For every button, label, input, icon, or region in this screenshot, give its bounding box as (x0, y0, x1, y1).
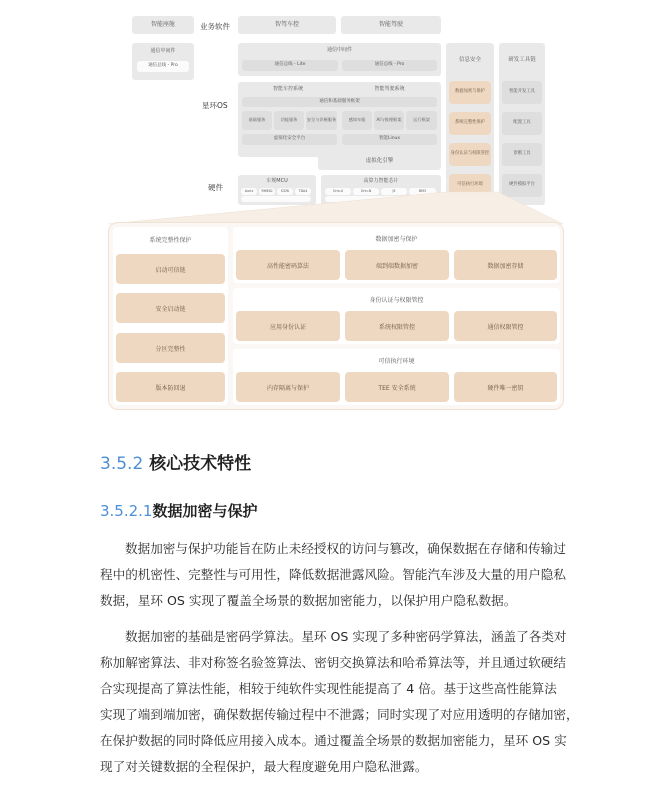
identity-group (233, 288, 560, 344)
ctrl-small-1: 基础服务 (242, 111, 272, 130)
virtual-engine: 虚拟化引擎 (318, 153, 441, 170)
section-number: 3.5.2 (100, 454, 144, 474)
integrity-item-2: 安全启动链 (116, 293, 225, 323)
paragraph-line: 数据加密的基础是密码学算法。星环 OS 实现了多种密码学算法，涵盖了各类对 (125, 629, 567, 644)
tee-item-3: 硬件唯一密钥 (454, 372, 557, 402)
architecture-diagram (128, 12, 548, 207)
integrity-item-1: 启动可信链 (116, 254, 225, 284)
drive-kernel: 智能Linux (342, 134, 437, 145)
middleware-bar (238, 43, 441, 76)
os-label: 星环OS (202, 101, 228, 110)
ctrl-small-2: 功能服务 (274, 111, 304, 130)
security-item-1: 数据加密与保护 (449, 81, 491, 104)
devtools-item-1: 智能开发工具 (502, 81, 542, 104)
drive-small-3: 运行框架 (406, 111, 437, 130)
middleware-sub-1: 通信总线 - Lite (242, 60, 338, 71)
business-software-label: 业务软件 (200, 22, 230, 31)
soc-title: 高算力智能芯片 (363, 178, 399, 185)
paragraph-line: 在保护数据的同时降低应用接入成本。通过覆盖全场景的数据加密能力，星环 OS 实 (100, 733, 567, 748)
tee-item-2: TEE 安全系统 (345, 372, 449, 402)
paragraph-line: 程中的机密性、完整性与可用性，降低数据泄露风险。智能汽车涉及大量的用户隐私 (100, 567, 566, 582)
ctrl-kernel: 虚拟化安全平台 (242, 134, 337, 145)
tee-item-1: 内存隔离与保护 (236, 372, 340, 402)
devtools-column (499, 43, 545, 205)
soc-chip-1: Orin-X (325, 188, 351, 195)
left-middleware-title: 通信中间件 (150, 48, 176, 55)
middleware-sub-2: 通信总线 - Pro (342, 60, 437, 71)
integrity-title: 系统完整性保护 (149, 236, 192, 244)
identity-item-2: 系统权限管控 (345, 311, 449, 341)
identity-title: 身份认证与权限管控 (369, 296, 424, 304)
os-block (238, 82, 441, 157)
paragraph-line: 现了对关键数据的全程保护，最大程度避免用户隐私泄露。 (100, 759, 428, 774)
paragraph-line: 实现了端到端加密，确保数据传输过程中不泄露；同时实现了对应用透明的存储加密， (100, 707, 579, 722)
business-item-2: 智能驾驶 (341, 16, 441, 34)
encryption-title: 数据加密与保护 (375, 235, 418, 243)
devtools-item-4: 硬件模拟平台 (502, 174, 542, 197)
devtools-title: 研发工具链 (508, 56, 536, 63)
integrity-item-4: 版本防回退 (116, 372, 225, 402)
left-middleware-box (132, 43, 194, 80)
ctrl-system-title: 智能车控系统 (272, 86, 303, 93)
encryption-item-1: 高性能密码算法 (236, 250, 340, 280)
subsection-heading (100, 500, 258, 521)
security-detail-panel (108, 222, 564, 410)
paragraph-line: 数据加密与保护功能旨在防止未经授权的访问与篡改，确保数据在存储和传输过 (125, 541, 566, 556)
mcu-chip-3: S32K (277, 188, 293, 195)
encryption-item-3: 数据加密存储 (454, 250, 557, 280)
soc-chip-4: BM3 (409, 188, 436, 195)
security-item-4: 可信执行环境 (449, 174, 491, 197)
security-column (446, 43, 494, 205)
soc-chip-2: Orin-N (353, 188, 379, 195)
drive-system-title: 智能驾驶系统 (374, 86, 405, 93)
mcu-chip-4: TDA4 (295, 188, 311, 195)
integrity-item-3: 分区完整性 (116, 333, 225, 363)
devtools-item-2: 配置工具 (502, 112, 542, 135)
tee-group (233, 349, 560, 405)
section-heading (100, 449, 251, 474)
subsection-number: 3.5.2.1 (100, 502, 153, 520)
mcu-title: 车规MCU (266, 178, 288, 185)
mcu-chip-1: Aurix (241, 188, 257, 195)
drive-small-1: 感知车服 (342, 111, 372, 130)
mcu-chip-2: RH850 (259, 188, 275, 195)
paragraph-1 (100, 536, 578, 614)
devtools-item-3: 诊断工具 (502, 143, 542, 166)
identity-item-1: 应用身份认证 (236, 311, 340, 341)
paragraph-2 (100, 624, 578, 780)
paragraph-line: 称加解密算法、非对称签名验签算法、密钥交换算法和哈希算法等，并且通过软硬结 (100, 655, 566, 670)
drive-small-2: AI与推理框架 (374, 111, 404, 130)
business-item-1: 智驾车控 (238, 16, 336, 34)
section-title: 核心技术特性 (149, 454, 252, 474)
middleware-title: 通信中间件 (326, 47, 352, 54)
shared-service-bar: 通信和基础服务框架 (242, 97, 437, 107)
left-middleware-sub: 通信总线 - Pro (137, 61, 189, 72)
paragraph-line: 合实现提高了算法性能，相较于纯软件实现性能提高了 4 倍。基于这些高性能算法 (100, 681, 557, 696)
tee-title: 可信执行环境 (378, 357, 415, 365)
identity-item-3: 通信权限管控 (454, 311, 557, 341)
hardware-label: 硬件 (208, 183, 223, 192)
soc-chip-3: J5 (381, 188, 407, 195)
ctrl-small-3: 安全与诊断服务 (306, 111, 337, 130)
security-title: 信息安全 (458, 56, 481, 63)
encryption-group (233, 227, 560, 283)
smart-cockpit-label: 智能座舱 (132, 16, 194, 34)
integrity-column (113, 227, 228, 405)
security-item-2: 系统完整性保护 (449, 112, 491, 135)
paragraph-line: 数据，星环 OS 实现了覆盖全场景的数据加密能力，以保护用户隐私数据。 (100, 593, 517, 608)
encryption-item-2: 端到端数据加密 (345, 250, 449, 280)
security-item-3: 身份认证与权限管控 (449, 143, 491, 166)
subsection-title: 数据加密与保护 (152, 502, 258, 520)
